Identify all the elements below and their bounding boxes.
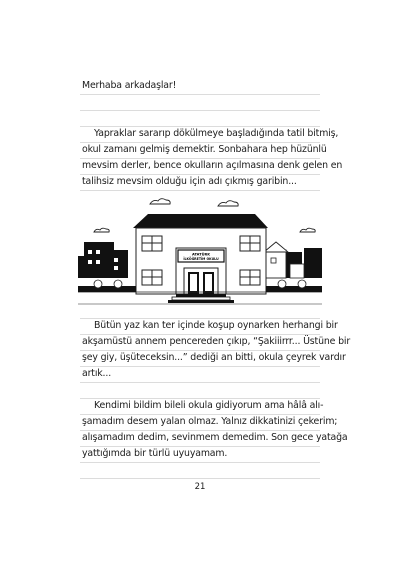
rule-line [80, 190, 320, 191]
paragraph-3 [82, 398, 348, 462]
greeting-text [82, 78, 318, 94]
paragraph-line: artık... [82, 368, 112, 379]
left-background-buildings [78, 242, 128, 278]
rule-line [80, 382, 320, 383]
cloud-icon [218, 201, 238, 206]
paragraph-line: Bütün yaz kan ter içinde koşup oynarken herhangi bir [94, 320, 338, 331]
paragraph-line: şey giy, üşüteceksin...” dediği an bitti, okula çeyrek vardır [82, 352, 346, 363]
right-background-buildings [264, 242, 322, 278]
page-number: 21 [194, 482, 206, 492]
school-sign-line1: ATATÜRK [191, 252, 211, 257]
paragraph-line: alışamadım dedim, sevinmem demedim. Son gece yatağa [82, 432, 348, 443]
entrance-door [184, 268, 218, 294]
school-building-illustration [78, 192, 322, 312]
paragraph-line: talihsiz mevsim olduğu için adı çıkmış garibin... [82, 176, 297, 187]
school-roof [133, 214, 268, 228]
cloud-icon [150, 199, 170, 204]
paragraph-1 [82, 126, 343, 190]
paragraph-line: akşamüstü annem pencereden çıkıp, “Şakiiirrr... Üstüne bir [82, 336, 351, 347]
paragraph-line: Kendimi bildim bileli okula gidiyorum ama hâlâ alı- [94, 400, 324, 411]
rule-line [80, 478, 320, 479]
rule-line [80, 110, 320, 111]
paragraph-line: şamadım desem yalan olmaz. Yalnız dikkatinizi çekerim; [82, 416, 338, 427]
school-sign-line2: İLKÖĞRETİM OKULU [183, 257, 219, 261]
cloud-icon [94, 228, 109, 232]
rule-line [80, 94, 320, 95]
paragraph-line: Yapraklar sararıp dökülmeye başladığında tatil bitmiş, [94, 128, 339, 139]
greeting-line: Merhaba arkadaşlar! [82, 80, 177, 91]
paragraph-line: yattığımda bir türlü uyuyamam. [82, 448, 228, 459]
entrance-stairs [168, 294, 234, 303]
cloud-icon [300, 228, 315, 232]
paragraph-line: mevsim derler, bence okulların açılmasına denk gelen en [82, 160, 343, 171]
paragraph-2 [82, 318, 351, 382]
paragraph-line: okul zamanı gelmiş demektir. Sonbahara hep hüzünlü [82, 144, 327, 155]
rule-line [80, 462, 320, 463]
